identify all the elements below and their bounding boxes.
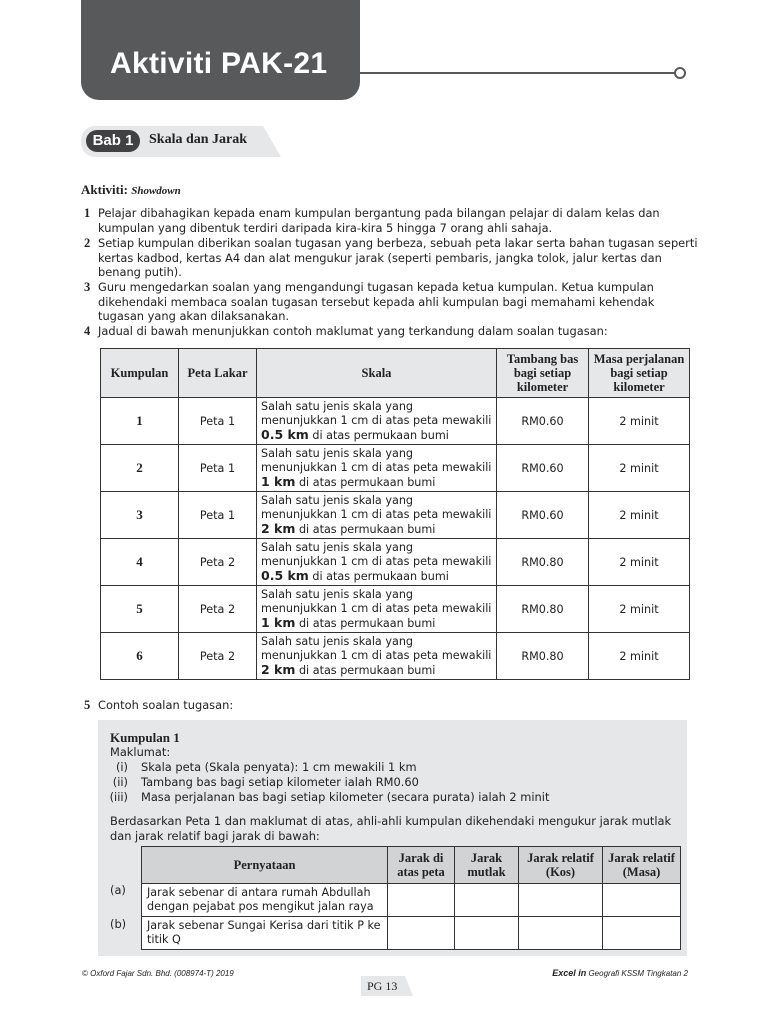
info-number: (iii) xyxy=(109,790,128,804)
instruction-text: Guru mengedarkan soalan yang mengandungi tugasan kepada ketua kumpulan. Ketua kumpulan dikehendaki membaca soalan tugasan tersebut kepada ahli kumpulan bagi memahami kehendak tugasan yang akan dilaksanakan. xyxy=(98,280,655,323)
map-cell: Peta 2 xyxy=(179,539,257,586)
map-cell: Peta 2 xyxy=(179,586,257,633)
column-header: Jarak di atas peta xyxy=(388,847,455,884)
table-row xyxy=(142,917,681,950)
instruction-text: Pelajar dibahagikan kepada enam kumpulan bergantung pada bilangan pelajar di dalam kelas dan kumpulan yang dibentuk terdiri daripada kira-kira 5 hingga 7 orang ahli sahaja. xyxy=(98,206,660,235)
distance-answer-table xyxy=(141,846,681,950)
answer-cell[interactable] xyxy=(603,884,681,917)
instruction-text: Setiap kumpulan diberikan soalan tugasan yang berbeza, sebuah peta lakar serta bahan tugasan seperti kertas kadbod, kertas A4 dan alat mengukur jarak (seperti pembaris, jangka tolok, jalur kertas dan benang putih). xyxy=(98,236,698,279)
row-label: (b) xyxy=(110,917,127,931)
time-cell: 2 minit xyxy=(589,492,690,539)
scale-cell: Salah satu jenis skala yang menunjukkan 1 cm di atas peta mewakili 0.5 km di atas permukaan bumi xyxy=(257,539,497,586)
fare-cell: RM0.60 xyxy=(497,398,589,445)
info-text: Tambang bas bagi setiap kilometer ialah RM0.60 xyxy=(141,775,419,789)
info-label: Maklumat: xyxy=(110,745,171,759)
column-header: Skala xyxy=(257,349,497,398)
book-name: Geografi KSSM Tingkatan 2 xyxy=(588,969,688,978)
table-row xyxy=(101,633,690,680)
table-row xyxy=(101,539,690,586)
answer-cell[interactable] xyxy=(455,884,519,917)
group-number-cell: 2 xyxy=(101,445,179,492)
map-cell: Peta 1 xyxy=(179,398,257,445)
answer-cell[interactable] xyxy=(519,884,603,917)
info-text: Masa perjalanan bas bagi setiap kilometer (secara purata) ialah 2 minit xyxy=(141,790,550,804)
scale-cell: Salah satu jenis skala yang menunjukkan 1 cm di atas peta mewakili 1 km di atas permukaan bumi xyxy=(257,445,497,492)
group-number-cell: 6 xyxy=(101,633,179,680)
fare-cell: RM0.80 xyxy=(497,586,589,633)
chapter-title: Skala dan Jarak xyxy=(149,132,248,147)
instruction-number: 2 xyxy=(84,236,91,250)
map-cell: Peta 1 xyxy=(179,492,257,539)
instruction-number: 5 xyxy=(84,698,91,712)
column-header: Tambang bas bagi setiap kilometer xyxy=(497,349,589,398)
activity-heading xyxy=(81,182,181,198)
column-header: Jarak mutlak xyxy=(455,847,519,884)
instruction-number: 3 xyxy=(84,280,91,294)
column-header: Jarak relatif (Masa) xyxy=(603,847,681,884)
fare-cell: RM0.80 xyxy=(497,633,589,680)
group-number-cell: 3 xyxy=(101,492,179,539)
info-number: (ii) xyxy=(112,775,128,789)
book-title xyxy=(552,968,688,978)
group-number-cell: 5 xyxy=(101,586,179,633)
time-cell: 2 minit xyxy=(589,633,690,680)
example-instruction: Berdasarkan Peta 1 dan maklumat di atas, ahli-ahli kumpulan dikehendaki mengukur jarak mutlak dan jarak relatif bagi jarak di bawah: xyxy=(110,814,672,843)
example-group-title: Kumpulan 1 xyxy=(110,730,180,745)
table-row xyxy=(101,492,690,539)
group-info-table xyxy=(100,348,690,680)
column-header: Masa perjalanan bagi setiap kilometer xyxy=(589,349,690,398)
statement-cell: Jarak sebenar Sungai Kerisa dari titik P ke titik Q xyxy=(142,917,388,950)
scale-cell: Salah satu jenis skala yang menunjukkan 1 cm di atas peta mewakili 1 km di atas permukaan bumi xyxy=(257,586,497,633)
answer-cell[interactable] xyxy=(455,917,519,950)
instruction-text: Jadual di bawah menunjukkan contoh maklumat yang terkandung dalam soalan tugasan: xyxy=(98,324,608,338)
instruction-number: 4 xyxy=(84,324,91,338)
table-header-row xyxy=(142,847,681,884)
info-number: (i) xyxy=(115,760,128,774)
column-header: Pernyataan xyxy=(142,847,388,884)
fare-cell: RM0.80 xyxy=(497,539,589,586)
answer-cell[interactable] xyxy=(519,917,603,950)
table-row xyxy=(101,398,690,445)
table-header-row xyxy=(101,349,690,398)
statement-cell: Jarak sebenar di antara rumah Abdullah dengan pejabat pos mengikut jalan raya xyxy=(142,884,388,917)
title-divider-dot xyxy=(674,67,686,79)
fare-cell: RM0.60 xyxy=(497,492,589,539)
brand-name: Excel in xyxy=(552,968,587,978)
map-cell: Peta 1 xyxy=(179,445,257,492)
page-title: Aktiviti PAK-21 xyxy=(110,47,328,80)
title-divider-line xyxy=(359,72,675,74)
answer-cell[interactable] xyxy=(603,917,681,950)
chapter-badge: Bab 1 xyxy=(86,130,140,152)
activity-label: Aktiviti: xyxy=(81,182,128,197)
copyright-text: © Oxford Fajar Sdn. Bhd. (008974-T) 2019 xyxy=(82,969,234,978)
scale-cell: Salah satu jenis skala yang menunjukkan 1 cm di atas peta mewakili 0.5 km di atas permukaan bumi xyxy=(257,398,497,445)
info-text: Skala peta (Skala penyata): 1 cm mewakili 1 km xyxy=(141,760,417,774)
group-number-cell: 1 xyxy=(101,398,179,445)
instruction-text: Contoh soalan tugasan: xyxy=(98,698,234,712)
scale-cell: Salah satu jenis skala yang menunjukkan 1 cm di atas peta mewakili 2 km di atas permukaan bumi xyxy=(257,633,497,680)
table-row xyxy=(101,586,690,633)
fare-cell: RM0.60 xyxy=(497,445,589,492)
activity-name: Showdown xyxy=(131,185,181,197)
map-cell: Peta 2 xyxy=(179,633,257,680)
answer-cell[interactable] xyxy=(388,917,455,950)
time-cell: 2 minit xyxy=(589,445,690,492)
group-number-cell: 4 xyxy=(101,539,179,586)
instruction-number: 1 xyxy=(84,206,91,220)
table-row xyxy=(142,884,681,917)
time-cell: 2 minit xyxy=(589,539,690,586)
column-header: Peta Lakar xyxy=(179,349,257,398)
time-cell: 2 minit xyxy=(589,586,690,633)
table-row xyxy=(101,445,690,492)
page-number: PG 13 xyxy=(367,979,398,993)
row-label: (a) xyxy=(110,883,126,897)
time-cell: 2 minit xyxy=(589,398,690,445)
column-header: Jarak relatif (Kos) xyxy=(519,847,603,884)
answer-cell[interactable] xyxy=(388,884,455,917)
column-header: Kumpulan xyxy=(101,349,179,398)
scale-cell: Salah satu jenis skala yang menunjukkan 1 cm di atas peta mewakili 2 km di atas permukaan bumi xyxy=(257,492,497,539)
